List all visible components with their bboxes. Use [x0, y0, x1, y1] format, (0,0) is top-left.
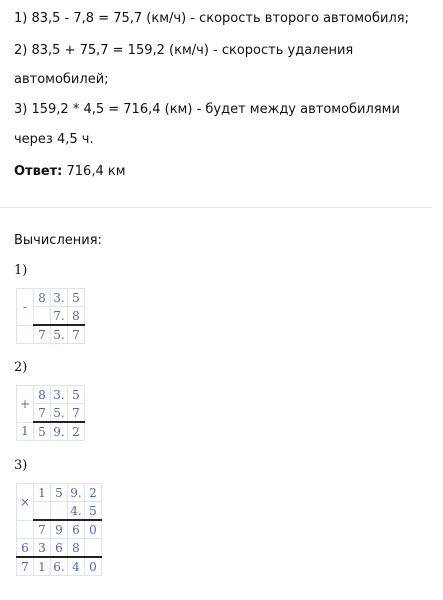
grid-cell [34, 502, 51, 521]
step-2-label: 2) [14, 360, 28, 375]
grid-cell: 8 [34, 289, 51, 307]
solution-line-2b: автомобилей; [14, 72, 109, 87]
grid-cell: 9. [68, 484, 85, 502]
step-2-grid [16, 385, 85, 441]
grid-cell: 5 [85, 502, 102, 521]
grid-cell: 7. [51, 307, 68, 326]
grid-cell: 5. [51, 325, 68, 344]
grid-row [17, 539, 102, 558]
grid-cell: 5 [68, 289, 85, 307]
grid-cell: 5 [51, 484, 68, 502]
grid-cell: 3. [51, 386, 68, 404]
grid-row [17, 325, 85, 344]
grid-cell: 2 [68, 422, 85, 441]
grid-cell: 4 [68, 557, 85, 576]
grid-cell: 9 [51, 520, 68, 539]
calculations-heading: Вычисления: [14, 233, 102, 248]
grid-row [17, 520, 102, 539]
grid-cell: 0 [85, 557, 102, 576]
grid-cell: 8 [68, 307, 85, 326]
grid-cell: 6 [51, 539, 68, 558]
operator-multiply: × [17, 484, 34, 521]
grid-cell: 5 [34, 422, 51, 441]
grid-cell: 7 [68, 404, 85, 423]
solution-line-2a: 2) 83,5 + 75,7 = 159,2 (км/ч) - скорость удаления [14, 43, 354, 58]
grid-cell [34, 307, 51, 326]
step-3-grid [16, 483, 102, 576]
grid-cell: 3 [34, 539, 51, 558]
section-divider [0, 207, 432, 208]
grid-cell: 5 [68, 386, 85, 404]
answer-label: Ответ: [14, 164, 63, 179]
grid-cell: 6 [17, 539, 34, 558]
grid-row [17, 422, 85, 441]
grid-cell: 7 [34, 404, 51, 423]
grid-cell: 1 [17, 422, 34, 441]
solution-line-1: 1) 83,5 - 7,8 = 75,7 (км/ч) - скорость второго автомобиля; [14, 11, 409, 26]
grid-cell: 0 [85, 520, 102, 539]
step-1-label: 1) [14, 263, 28, 278]
grid-cell: 7 [17, 557, 34, 576]
grid-cell [51, 502, 68, 521]
grid-row [17, 557, 102, 576]
grid-cell: 5. [51, 404, 68, 423]
grid-row [17, 289, 85, 307]
grid-cell: 9. [51, 422, 68, 441]
grid-cell: 1 [34, 484, 51, 502]
grid-row [17, 386, 85, 404]
step-3-label: 3) [14, 458, 28, 473]
grid-cell [17, 520, 34, 539]
grid-cell: 6 [68, 520, 85, 539]
grid-cell: 7 [34, 520, 51, 539]
solution-line-3b: через 4,5 ч. [14, 132, 94, 147]
step-1-grid [16, 288, 85, 344]
answer-value: 716,4 км [66, 164, 126, 179]
grid-cell: 6. [51, 557, 68, 576]
grid-cell: 8 [34, 386, 51, 404]
grid-cell [85, 539, 102, 558]
answer-line [14, 163, 126, 181]
grid-cell: 4. [68, 502, 85, 521]
grid-cell: 8 [68, 539, 85, 558]
operator-minus: - [17, 289, 34, 326]
grid-row [17, 484, 102, 502]
grid-cell: 1 [34, 557, 51, 576]
grid-cell: 7 [68, 325, 85, 344]
operator-plus: + [17, 386, 34, 423]
grid-cell: 3. [51, 289, 68, 307]
solution-line-3a: 3) 159,2 * 4,5 = 716,4 (км) - будет между автомобилями [14, 102, 400, 117]
grid-cell: 7 [34, 325, 51, 344]
grid-cell [17, 325, 34, 344]
grid-cell: 2 [85, 484, 102, 502]
